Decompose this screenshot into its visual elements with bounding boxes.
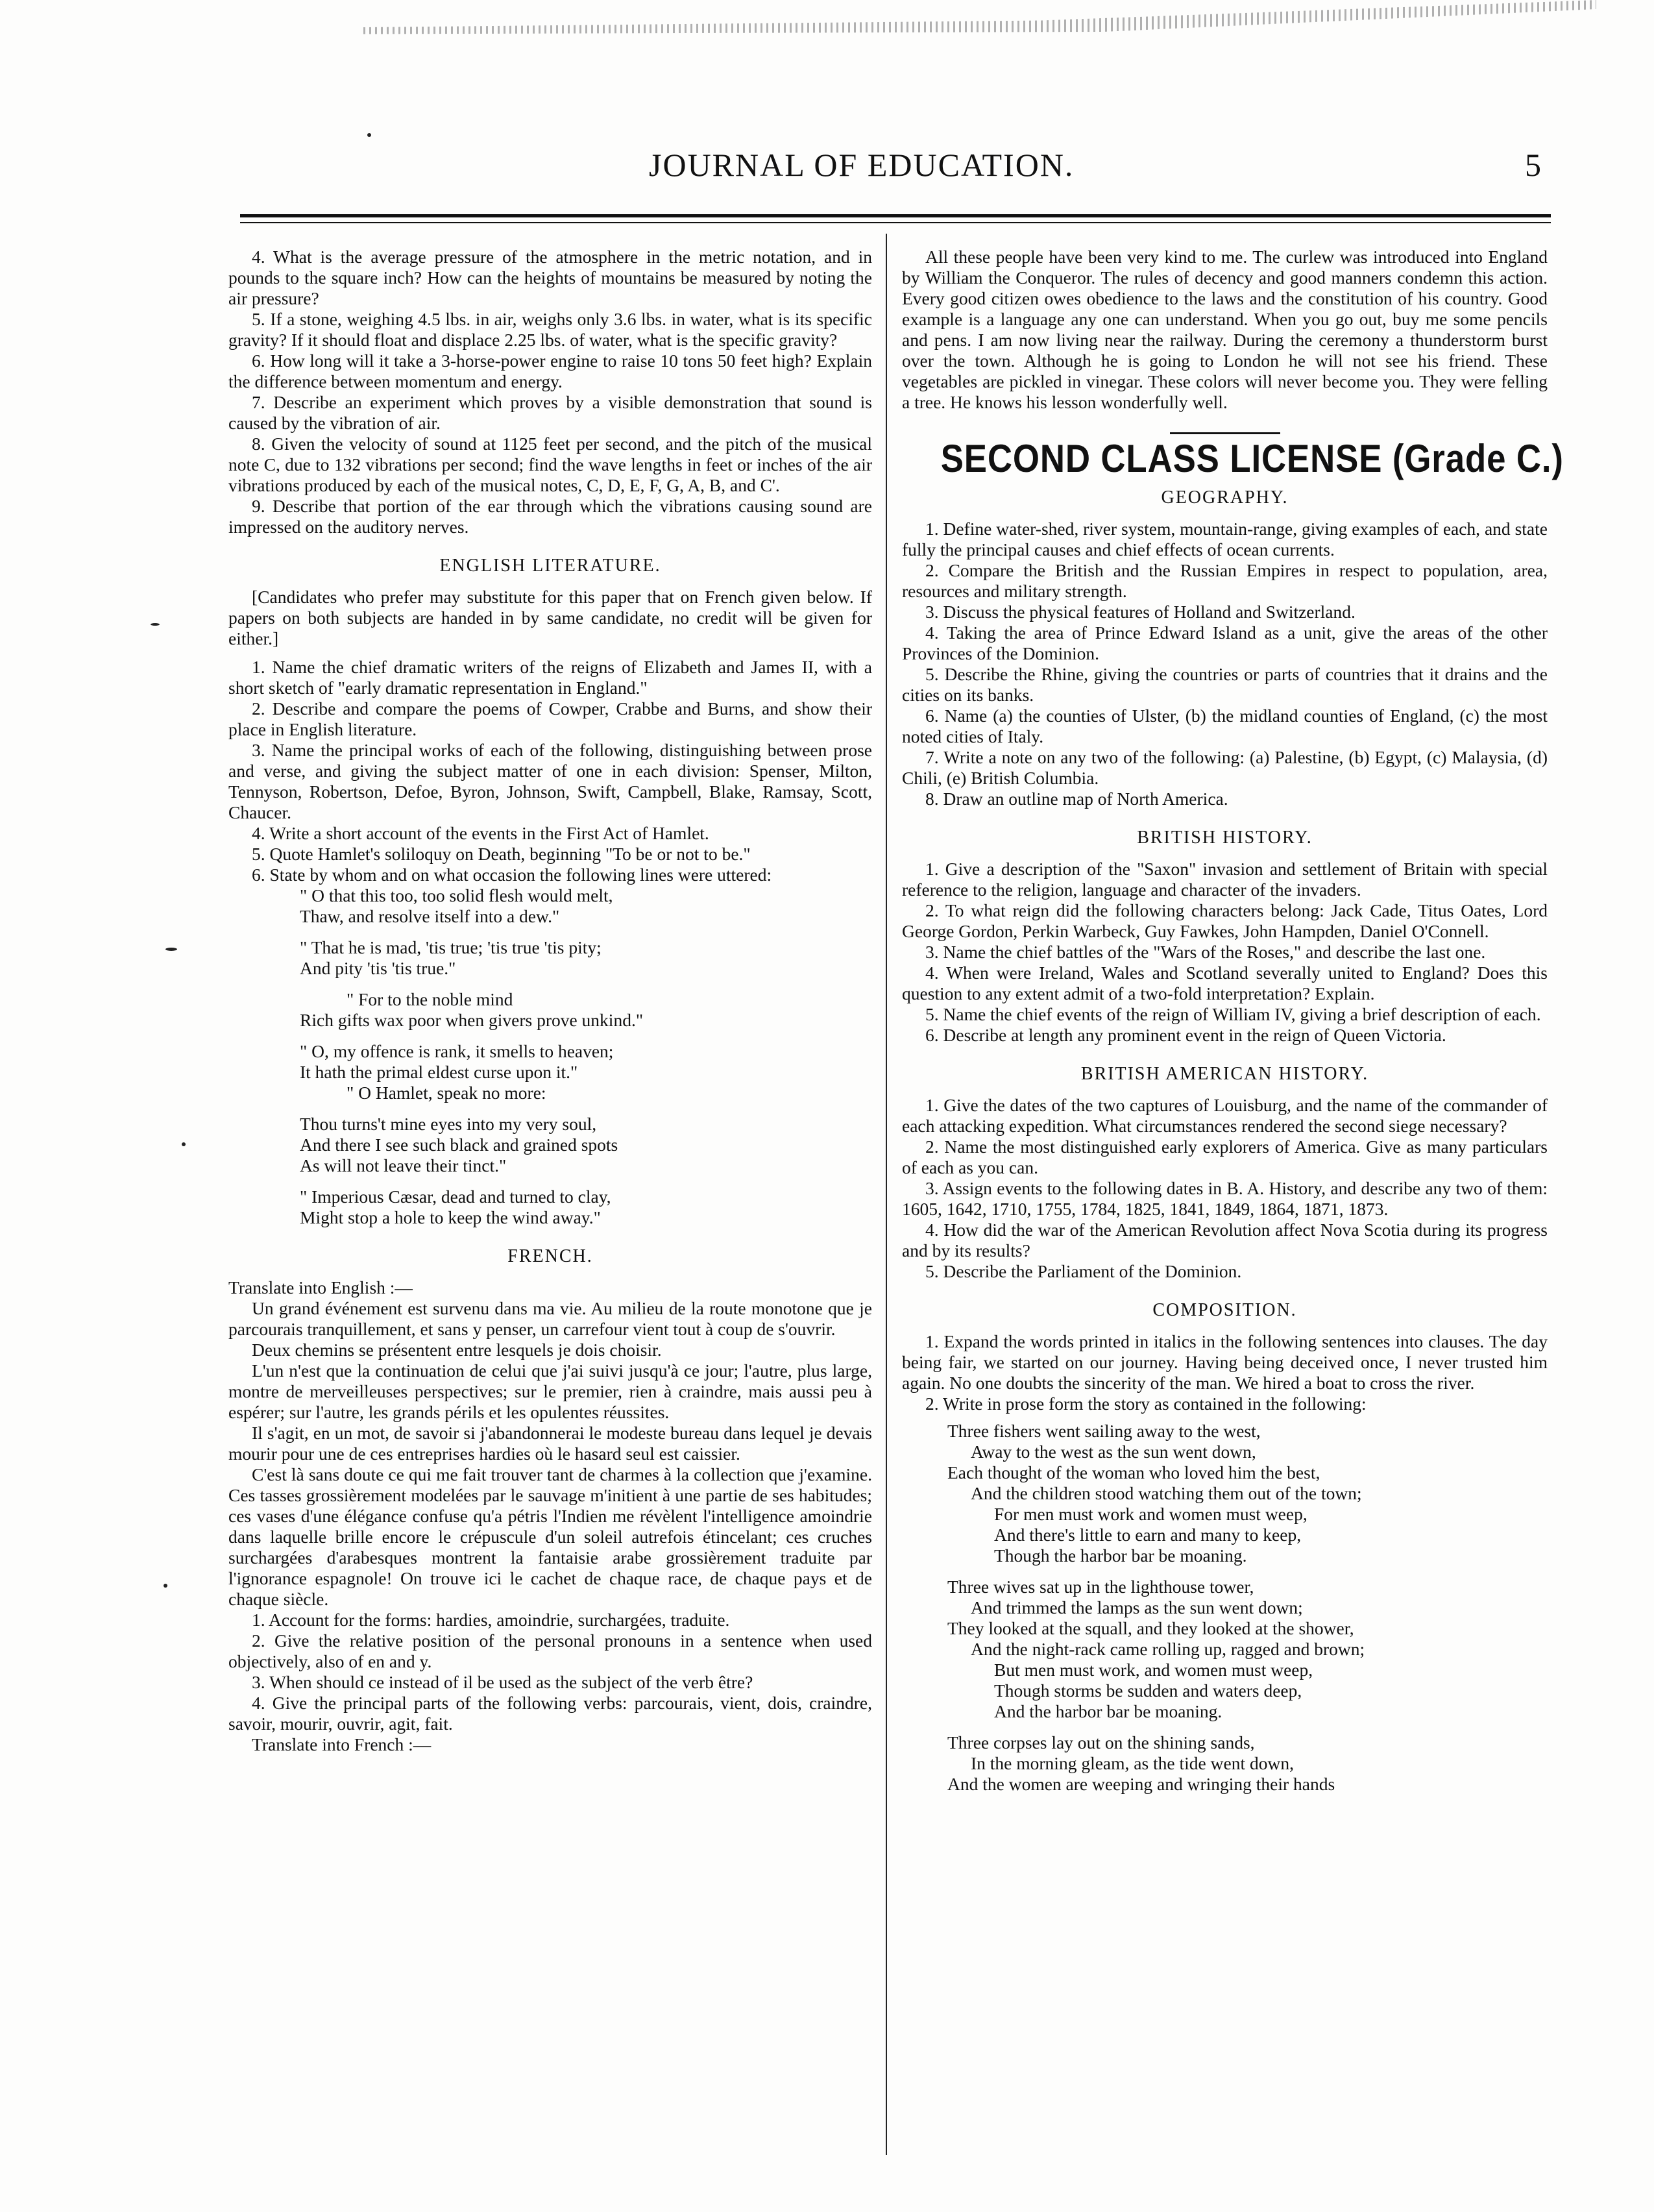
verse-line: And the women are weeping and wringing their hands — [947, 1774, 1335, 1794]
scan-speck — [151, 623, 160, 626]
verse-line: As will not leave their tinct." — [300, 1155, 507, 1175]
verse-line: " O that this too, too solid flesh would melt, — [300, 885, 613, 905]
verse-line: In the morning gleam, as the tide went down, — [971, 1753, 1294, 1773]
quotation — [300, 1041, 872, 1103]
question-item: 3. Discuss the physical features of Holland and Switzerland. — [925, 602, 1356, 622]
question-item: 7. Describe an experiment which proves by a visible demonstration that sound is caused by the vibration of air. — [228, 392, 872, 433]
question-item: 4. What is the average pressure of the atmosphere in the metric notation, and in pounds to the square inch? How can the heights of mountains be measured by noting the air pressure? — [228, 247, 872, 308]
verse-line: Three corpses lay out on the shining sands, — [947, 1732, 1255, 1752]
poem-stanza — [947, 1732, 1548, 1795]
poem-stanza — [947, 1577, 1548, 1722]
verse-line: " O, my offence is rank, it smells to heaven; — [300, 1041, 614, 1061]
question-item: 3. When should ce instead of il be used as the subject of the verb être? — [252, 1672, 753, 1692]
question-item: 3. Assign events to the following dates in B. A. History, and describe any two of them: 1605, 1642, 1710, 1755, 1784, 1825, 1841, 1849, 1864, 1871, 1873. — [902, 1178, 1548, 1219]
license-heading: SECOND CLASS LICENSE (Grade C.) — [940, 437, 1564, 480]
french-paragraph: L'un n'est que la continuation de celui que j'ai suivi jusqu'à ce jour; l'autre, plus large, montre de merveilleuses perspectives; sur le premier, rien à craindre, mais aussi peu à espérer; sur l'autre, les grands périls et les opulentes réussites. — [228, 1360, 872, 1422]
question-item: 8. Draw an outline map of North America. — [925, 789, 1228, 809]
left-column — [228, 247, 872, 1755]
question-item: 9. Describe that portion of the ear through which the vibrations causing sound are impressed on the auditory nerves. — [228, 496, 872, 537]
scan-speck — [165, 948, 177, 951]
question-item: 6. Describe at length any prominent event in the reign of Queen Victoria. — [925, 1025, 1446, 1045]
quotation — [300, 1114, 872, 1176]
scan-speck — [367, 133, 371, 137]
verse-line: But men must work, and women must weep, — [994, 1660, 1313, 1680]
section-heading-french: FRENCH. — [507, 1246, 593, 1266]
question-item: 7. Write a note on any two of the following: (a) Palestine, (b) Egypt, (c) Malaysia, (d) Chili, (e) British Columbia. — [902, 747, 1548, 788]
verse-line: " For to the noble mind — [347, 989, 513, 1009]
poem-stanza — [947, 1421, 1548, 1566]
question-item: 4. Give the principal parts of the following verbs: parcourais, vient, dois, craindre, savoir, mourir, ouvrir, agit, fait. — [228, 1693, 872, 1734]
quotation — [300, 989, 872, 1031]
scan-speck — [182, 1142, 186, 1146]
question-item: 6. How long will it take a 3-horse-power engine to raise 10 tons 50 feet high? Explain the difference between momentum and energy. — [228, 350, 872, 391]
verse-line: It hath the primal eldest curse upon it." — [300, 1062, 578, 1082]
question-item: 3. Name the chief battles of the "Wars of the Roses," and describe the last one. — [925, 942, 1486, 962]
scan-noise — [363, 0, 1596, 45]
section-rule — [1170, 432, 1280, 434]
column-divider — [886, 234, 887, 2155]
verse-line: They looked at the squall, and they looked at the shower, — [947, 1618, 1354, 1638]
right-column — [902, 247, 1564, 1805]
question-item: Translate into French :— — [252, 1734, 432, 1754]
section-heading-british-american-history: BRITISH AMERICAN HISTORY. — [1080, 1064, 1369, 1084]
header-rule-thick — [240, 214, 1551, 217]
verse-line: For men must work and women must weep, — [994, 1504, 1307, 1524]
question-item: 4. Write a short account of the events in the First Act of Hamlet. — [252, 823, 709, 843]
question-item: 5. Describe the Rhine, giving the countries or parts of countries that it drains and the cities on its banks. — [902, 664, 1548, 705]
verse-line: Three fishers went sailing away to the west, — [947, 1421, 1261, 1441]
question-item: 2. Describe and compare the poems of Cowper, Crabbe and Burns, and show their place in English literature. — [228, 698, 872, 739]
verse-line: And there's little to earn and many to keep, — [994, 1525, 1302, 1545]
verse-line: And there I see such black and grained spots — [300, 1135, 618, 1155]
question-item: 1. Name the chief dramatic writers of the reigns of Elizabeth and James II, with a short sketch of "early dramatic representation in England." — [228, 657, 872, 698]
header-rule-thin — [240, 222, 1551, 223]
question-item: 5. Quote Hamlet's soliloquy on Death, beginning "To be or not to be." — [252, 844, 751, 864]
question-item: 6. Name (a) the counties of Ulster, (b) the midland counties of England, (c) the most noted cities of Italy. — [902, 706, 1548, 746]
section-heading-geography: GEOGRAPHY. — [1161, 487, 1289, 508]
question-item: 2. Give the relative position of the personal pronouns in a sentence when used objectively, also of en and y. — [228, 1630, 872, 1671]
question-item: 2. Compare the British and the Russian Empires in respect to population, area, resources and military strength. — [902, 560, 1548, 601]
french-paragraph: C'est là sans doute ce qui me fait trouver tant de charmes à la collection que j'examine. Ces tasses grossièrement modelées par le sauvage m'initient à une partie de ses habitudes; ces vases d'une élégance confuse qu'a pétris l'Indien me révèlent l'intelligence amoindrie dans laquelle brille encore le crépuscule d'un soleil autrefois étincelant; ces cruches surchargées d'arabesques montrent la fantaisie arabe grossièrement traduite par l'ignorance espagnole! On trouve ici le cachet de chaque race, de chaque pays et de chaque siècle. — [228, 1464, 872, 1609]
question-item: 1. Account for the forms: hardies, amoindrie, surchargées, traduite. — [252, 1610, 730, 1630]
question-item: 5. Describe the Parliament of the Dominion. — [925, 1261, 1242, 1281]
verse-line: And pity 'tis 'tis true." — [300, 958, 456, 978]
french-paragraph: Deux chemins se présentent entre lesquels je dois choisir. — [252, 1340, 662, 1360]
dictation-passage: All these people have been very kind to me. The curlew was introduced into England by William the Conqueror. The rules of decency and good manners condemn this action. Every good citizen owes obedience to the laws and the constitution of his country. Good example is a language any one can understand. When you go out, buy me some pencils and pens. I am now living near the railway. During the ceremony a thunderstorm burst over the town. Although he is going to London he will not see his friend. These vegetables are pickled in vinegar. These colors will never become you. They were felling a tree. He knows his lesson wonderfully well. — [902, 247, 1548, 412]
verse-line: Each thought of the woman who loved him the best, — [947, 1462, 1320, 1482]
question-item: 5. If a stone, weighing 4.5 lbs. in air, weighs only 3.6 lbs. in water, what is its specific gravity? If it should float and displace 2.25 lbs. of water, what is the specific gravity? — [228, 309, 872, 350]
verse-line: Though storms be sudden and waters deep, — [994, 1680, 1302, 1701]
verse-line: " O Hamlet, speak no more: — [347, 1083, 546, 1103]
question-item: 2. Name the most distinguished early explorers of America. Give as many particulars of each as you can. — [902, 1137, 1548, 1177]
question-item: 5. Name the chief events of the reign of William IV, giving a brief description of each. — [925, 1004, 1541, 1024]
question-item: 6. State by whom and on what occasion the following lines were uttered: — [252, 865, 772, 885]
french-intro: Translate into English :— — [228, 1277, 413, 1297]
section-heading-composition: COMPOSITION. — [1152, 1300, 1297, 1320]
quotation — [300, 1186, 872, 1228]
scan-speck — [164, 1584, 167, 1588]
verse-line: Rich gifts wax poor when givers prove unkind." — [300, 1010, 644, 1030]
page-number: 5 — [1525, 147, 1541, 183]
question-item: 1. Give the dates of the two captures of Louisburg, and the name of the commander of each attacking expedition. What circumstances rendered the second siege necessary? — [902, 1095, 1548, 1136]
question-item: 1. Define water-shed, river system, mountain-range, giving examples of each, and state fully the principal causes and chief effects of ocean currents. — [902, 519, 1548, 559]
verse-line: Three wives sat up in the lighthouse tower, — [947, 1577, 1254, 1597]
verse-line: Thou turns't mine eyes into my very soul, — [300, 1114, 597, 1134]
verse-line: And the night-rack came rolling up, ragged and brown; — [971, 1639, 1365, 1659]
quotation — [300, 937, 872, 979]
verse-line: Though the harbor bar be moaning. — [994, 1545, 1247, 1566]
section-heading-british-history: BRITISH HISTORY. — [1137, 828, 1313, 848]
question-item: 4. Taking the area of Prince Edward Island as a unit, give the areas of the other Provinces of the Dominion. — [902, 622, 1548, 663]
candidate-note: [Candidates who prefer may substitute for this paper that on French given below. If papers on both subjects are handed in by same candidate, no credit will be given for either.] — [228, 587, 872, 648]
verse-line: Might stop a hole to keep the wind away." — [300, 1207, 601, 1227]
question-item: 8. Given the velocity of sound at 1125 feet per second, and the pitch of the musical note C, due to 132 vibrations per second; find the wave lengths in feet or inches of the air vibrations produced by each of the musical notes, C, D, E, F, G, A, B, and C'. — [228, 434, 872, 495]
question-item: 2. To what reign did the following characters belong: Jack Cade, Titus Oates, Lord George Gordon, Perkin Warbeck, Guy Fawkes, John Hampden, Daniel O'Connell. — [902, 900, 1548, 941]
question-item: 3. Name the principal works of each of the following, distinguishing between prose and verse, and giving the subject matter of one in each division: Spenser, Milton, Tennyson, Robertson, Defoe, Byron, Johnson, Swift, Campbell, Blake, Ramsay, Scott, Chaucer. — [228, 740, 872, 822]
verse-line: And the children stood watching them out of the town; — [971, 1483, 1362, 1503]
question-item: 1. Expand the words printed in italics in the following sentences into clauses. The day being fair, we started on our journey. Having being deceived once, I never trusted him again. No one doubts the sincerity of the man. We hired a boat to cross the river. — [902, 1331, 1548, 1393]
verse-line: " That he is mad, 'tis true; 'tis true 'tis pity; — [300, 937, 602, 957]
french-paragraph: Un grand événement est survenu dans ma vie. Au milieu de la route monotone que je parcourais tranquillement, et sans y penser, un carrefour vient tout à coup de s'ouvrir. — [228, 1298, 872, 1339]
question-item: 1. Give a description of the "Saxon" invasion and settlement of Britain with special reference to the religion, language and character of the invaders. — [902, 859, 1548, 900]
verse-line: And trimmed the lamps as the sun went down; — [971, 1597, 1303, 1617]
question-item: 4. When were Ireland, Wales and Scotland severally united to England? Does this question to any extent admit of a two-fold interpretation? Explain. — [902, 963, 1548, 1003]
verse-line: Away to the west as the sun went down, — [971, 1442, 1256, 1462]
verse-line: And the harbor bar be moaning. — [994, 1701, 1222, 1721]
question-item: 4. How did the war of the American Revolution affect Nova Scotia during its progress and by its results? — [902, 1220, 1548, 1260]
page-header — [0, 146, 1654, 185]
section-heading-english-literature: ENGLISH LITERATURE. — [439, 556, 661, 576]
journal-title: JOURNAL OF EDUCATION. — [649, 147, 1075, 183]
verse-line: Thaw, and resolve itself into a dew." — [300, 906, 560, 926]
verse-line: " Imperious Cæsar, dead and turned to clay, — [300, 1186, 611, 1207]
french-paragraph: Il s'agit, en un mot, de savoir si j'abandonnerai le modeste bureau dans lequel je devais mourir pour une de ces entreprises hardies où le hasard seul est caissier. — [228, 1423, 872, 1464]
question-item: 2. Write in prose form the story as contained in the following: — [925, 1394, 1367, 1414]
quotation — [300, 885, 872, 927]
